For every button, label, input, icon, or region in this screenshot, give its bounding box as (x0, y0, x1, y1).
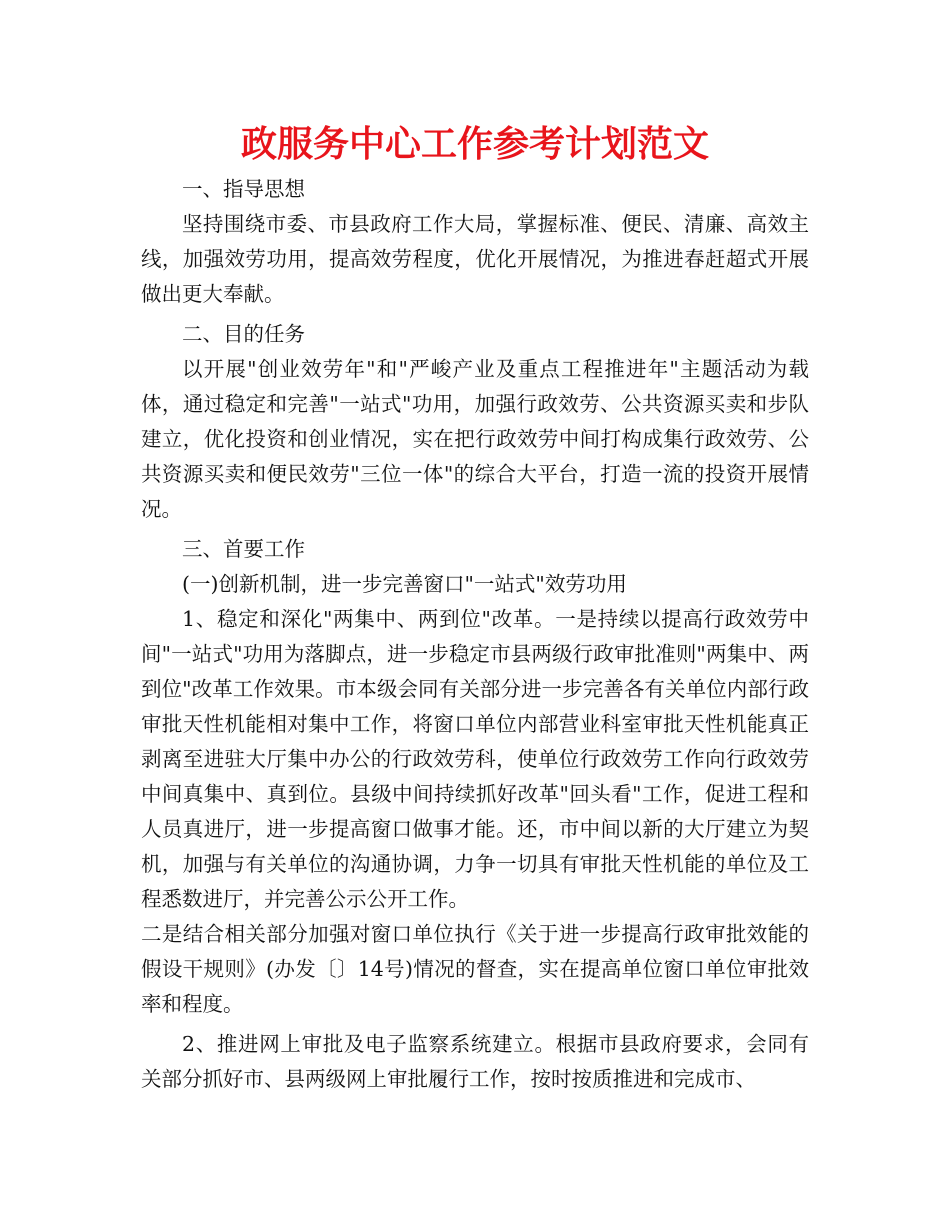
paragraph-guiding-ideology: 坚持围绕市委、市县政府工作大局，掌握标准、便民、清廉、高效主线，加强效劳功用，提高效劳程度，优化开展情况，为推进春赶超式开展做出更大奉献。 (141, 212, 809, 306)
subsection-heading-innovation: (一)创新机制，进一步完善窗口"一站式"效劳功用 (182, 572, 627, 596)
paragraph-reform-2: 二是结合相关部分加强对窗口单位执行《关于进一步提高行政审批效能的假设干规则》(办发〔〕14号)情况的督查，实在提高单位窗口单位审批效率和程度。 (141, 922, 809, 1016)
section-heading-main-work: 三、首要工作 (182, 537, 305, 561)
section-heading-objectives: 二、目的任务 (182, 322, 305, 346)
document-page (141, 118, 809, 1097)
paragraph-reform-1: 1、稳定和深化"两集中、两到位"改革。一是持续以提高行政效劳中间"一站式"功用为落脚点，进一步稳定市县两级行政审批准则"两集中、两到位"改革工作效果。市本级会同有关部分进一步完善各有关单位内部行政审批天性机能相对集中工作，将窗口单位内部营业科室审批天性机能真正剥离至进驻大厅集中办公的行政效劳科，使单位行政效劳工作向行政效劳中间真集中、真到位。县级中间持续抓好改革"回头看"工作，促进工程和人员真进厅，进一步提高窗口做事才能。还，市中间以新的大厅建立为契机，加强与有关单位的沟通协调，力争一切具有审批天性机能的单位及工程悉数进厅，并完善公示公开工作。 (141, 607, 809, 911)
section-heading-guiding-ideology: 一、指导思想 (182, 177, 305, 201)
paragraph-objectives: 以开展"创业效劳年"和"严峻产业及重点工程推进年"主题活动为载体，通过稳定和完善"一站式"功用，加强行政效劳、公共资源买卖和步队建立，优化投资和创业情况，实在把行政效劳中间打构成集行政效劳、公共资源买卖和便民效劳"三位一体"的综合大平台，打造一流的投资开展情况。 (141, 357, 809, 521)
document-title: 政服务中心工作参考计划范文 (240, 123, 709, 165)
paragraph-online-approval: 2、推进网上审批及电子监察系统建立。根据市县政府要求，会同有关部分抓好市、县两级网上审批履行工作，按时按质推进和完成市、 (141, 1032, 809, 1091)
